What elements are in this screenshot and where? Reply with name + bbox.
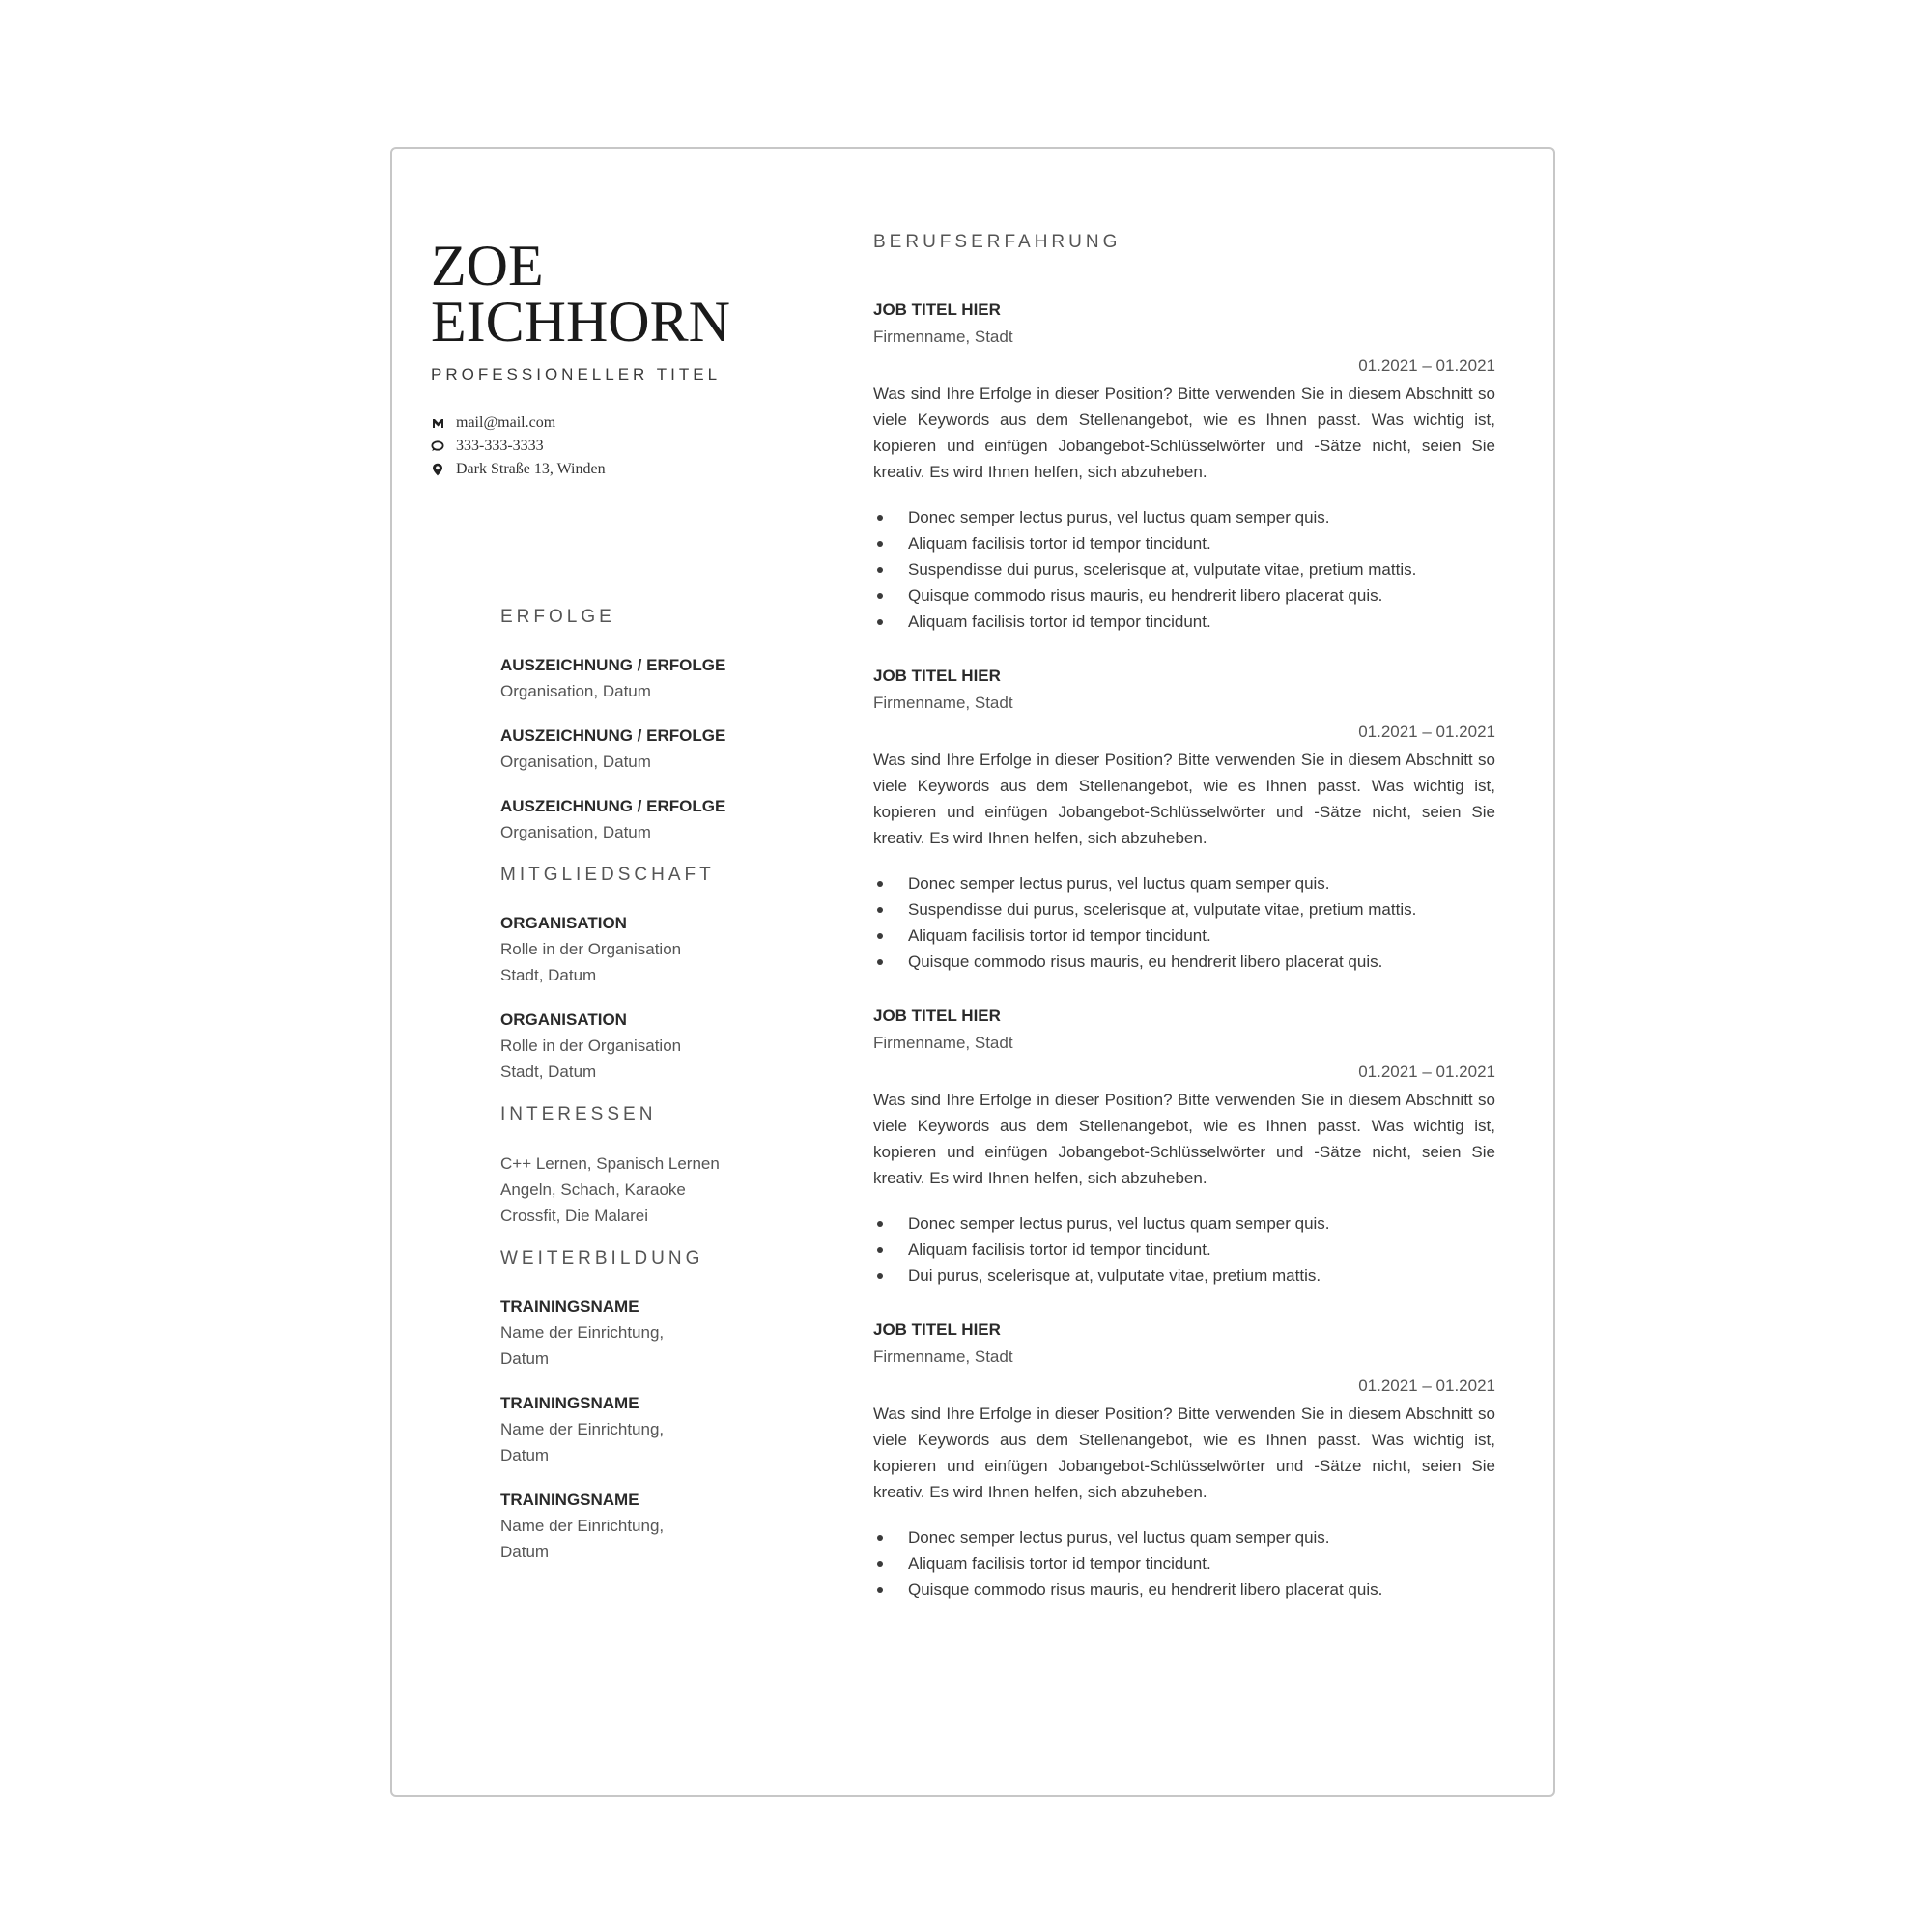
bullet-item xyxy=(873,1577,1495,1603)
job-description: Was sind Ihre Erfolge in dieser Position? Bitte verwenden Sie in diesem Abschnitt so viele Keywords aus dem Stellenangebot, wie es Ihnen passt. Was wichtig ist, kopieren und einfügen Jobangebot-Schlüsselwörter und -Sätze nicht, seien Sie kreativ. Es wird Ihnen helfen, sich abzuheben. xyxy=(873,1405,1495,1501)
membership-title: ORGANISATION xyxy=(500,914,627,932)
bullet-text: Donec semper lectus purus, vel luctus quam semper quis. xyxy=(908,1528,1330,1547)
bullet-text: Suspendisse dui purus, scelerisque at, vulputate vitae, pretium mattis. xyxy=(908,560,1417,579)
bullet-item xyxy=(873,1236,1495,1263)
bullet-text: Suspendisse dui purus, scelerisque at, vulputate vitae, pretium mattis. xyxy=(908,900,1417,919)
training-institution: Name der Einrichtung, xyxy=(500,1517,665,1535)
training-institution: Name der Einrichtung, xyxy=(500,1323,665,1342)
chat-bubble-icon xyxy=(431,440,444,453)
first-name: ZOE xyxy=(431,234,544,298)
bullet-text: Donec semper lectus purus, vel luctus quam semper quis. xyxy=(908,508,1330,526)
job-title: JOB TITEL HIER xyxy=(873,667,1001,685)
resume-page xyxy=(390,147,1555,1797)
interests-heading: INTERESSEN xyxy=(500,1104,657,1124)
achievement-title: AUSZEICHNUNG / ERFOLGE xyxy=(500,656,726,674)
interests-list xyxy=(500,1151,790,1229)
bullet-item xyxy=(873,1210,1495,1236)
job-entry xyxy=(873,1318,1495,1603)
job-title: JOB TITEL HIER xyxy=(873,1007,1001,1025)
bullet-dot xyxy=(877,1273,883,1279)
training-title: TRAININGSNAME xyxy=(500,1394,639,1412)
achievement-title: AUSZEICHNUNG / ERFOLGE xyxy=(500,797,726,815)
contact-block xyxy=(431,412,606,481)
training-institution: Name der Einrichtung, xyxy=(500,1420,665,1438)
email-text: mail@mail.com xyxy=(456,414,556,431)
job-bullets xyxy=(873,870,1495,975)
bullet-dot xyxy=(877,1561,883,1567)
phone-text: 333-333-3333 xyxy=(456,438,544,454)
achievement-org: Organisation, Datum xyxy=(500,823,651,841)
job-date: 01.2021 – 01.2021 xyxy=(1358,1063,1495,1081)
bullet-dot xyxy=(877,959,883,965)
bullet-dot xyxy=(877,593,883,599)
contact-address xyxy=(431,458,606,481)
interest-line: Crossfit, Die Malarei xyxy=(500,1207,649,1225)
bullet-item xyxy=(873,923,1495,949)
bullet-dot xyxy=(877,933,883,939)
interest-line: C++ Lernen, Spanisch Lernen xyxy=(500,1154,720,1173)
bullet-text: Aliquam facilisis tortor id tempor tincidunt. xyxy=(908,926,1211,945)
bullet-item xyxy=(873,949,1495,975)
bullet-item xyxy=(873,530,1495,556)
achievement-item xyxy=(500,794,790,845)
contact-email xyxy=(431,412,606,435)
membership-item xyxy=(500,911,790,988)
achievement-org: Organisation, Datum xyxy=(500,682,651,700)
achievement-title: AUSZEICHNUNG / ERFOLGE xyxy=(500,726,726,745)
membership-item xyxy=(500,1008,790,1085)
membership-title: ORGANISATION xyxy=(500,1010,627,1029)
bullet-text: Donec semper lectus purus, vel luctus quam semper quis. xyxy=(908,874,1330,893)
bullet-text: Aliquam facilisis tortor id tempor tincidunt. xyxy=(908,534,1211,553)
job-description: Was sind Ihre Erfolge in dieser Position? Bitte verwenden Sie in diesem Abschnitt so viele Keywords aus dem Stellenangebot, wie es Ihnen passt. Was wichtig ist, kopieren und einfügen Jobangebot-Schlüsselwörter und -Sätze nicht, seien Sie kreativ. Es wird Ihnen helfen, sich abzuheben. xyxy=(873,751,1495,847)
bullet-dot xyxy=(877,619,883,625)
achievements-heading: ERFOLGE xyxy=(500,607,615,627)
bullet-text: Aliquam facilisis tortor id tempor tincidunt. xyxy=(908,612,1211,631)
membership-role: Rolle in der Organisation xyxy=(500,940,682,958)
bullet-dot xyxy=(877,1587,883,1593)
bullet-text: Dui purus, scelerisque at, vulputate vitae, pretium mattis. xyxy=(908,1266,1321,1285)
professional-title: PROFESSIONELLER TITEL xyxy=(431,365,722,384)
training-title: TRAININGSNAME xyxy=(500,1297,639,1316)
job-entry xyxy=(873,1004,1495,1289)
location-pin-icon xyxy=(431,463,444,476)
job-bullets xyxy=(873,1524,1495,1603)
job-entry xyxy=(873,664,1495,975)
membership-role: Rolle in der Organisation xyxy=(500,1037,682,1055)
bullet-dot xyxy=(877,1247,883,1253)
membership-heading: MITGLIEDSCHAFT xyxy=(500,865,715,885)
interest-line: Angeln, Schach, Karaoke xyxy=(500,1180,686,1199)
bullet-text: Quisque commodo risus mauris, eu hendrerit libero placerat quis. xyxy=(908,1580,1383,1599)
job-entry xyxy=(873,298,1495,635)
membership-place: Stadt, Datum xyxy=(500,966,597,984)
mail-icon xyxy=(431,416,444,430)
bullet-item xyxy=(873,896,1495,923)
bullet-dot xyxy=(877,907,883,913)
bullet-item xyxy=(873,1550,1495,1577)
bullet-item xyxy=(873,870,1495,896)
job-bullets xyxy=(873,504,1495,635)
bullet-text: Quisque commodo risus mauris, eu hendrerit libero placerat quis. xyxy=(908,952,1383,971)
bullet-text: Aliquam facilisis tortor id tempor tincidunt. xyxy=(908,1554,1211,1573)
bullet-text: Quisque commodo risus mauris, eu hendrerit libero placerat quis. xyxy=(908,586,1383,605)
experience-section xyxy=(873,232,1495,1632)
bullet-dot xyxy=(877,541,883,547)
achievement-item xyxy=(500,653,790,704)
job-date: 01.2021 – 01.2021 xyxy=(1358,1377,1495,1395)
training-date: Datum xyxy=(500,1446,550,1464)
job-company: Firmenname, Stadt xyxy=(873,1034,1013,1052)
bullet-dot xyxy=(877,515,883,521)
bullet-dot xyxy=(877,567,883,573)
job-title: JOB TITEL HIER xyxy=(873,300,1001,319)
training-item xyxy=(500,1488,790,1565)
bullet-item xyxy=(873,504,1495,530)
bullet-dot xyxy=(877,881,883,887)
bullet-text: Donec semper lectus purus, vel luctus quam semper quis. xyxy=(908,1214,1330,1233)
job-description: Was sind Ihre Erfolge in dieser Position? Bitte verwenden Sie in diesem Abschnitt so viele Keywords aus dem Stellenangebot, wie es Ihnen passt. Was wichtig ist, kopieren und einfügen Jobangebot-Schlüsselwörter und -Sätze nicht, seien Sie kreativ. Es wird Ihnen helfen, sich abzuheben. xyxy=(873,384,1495,481)
bullet-item xyxy=(873,1524,1495,1550)
training-item xyxy=(500,1294,790,1372)
bullet-dot xyxy=(877,1221,883,1227)
address-text: Dark Straße 13, Winden xyxy=(456,461,606,477)
training-item xyxy=(500,1391,790,1468)
job-company: Firmenname, Stadt xyxy=(873,694,1013,712)
achievement-org: Organisation, Datum xyxy=(500,753,651,771)
job-title: JOB TITEL HIER xyxy=(873,1321,1001,1339)
training-date: Datum xyxy=(500,1543,550,1561)
job-date: 01.2021 – 01.2021 xyxy=(1358,723,1495,741)
membership-place: Stadt, Datum xyxy=(500,1063,597,1081)
job-company: Firmenname, Stadt xyxy=(873,1348,1013,1366)
training-heading: WEITERBILDUNG xyxy=(500,1248,704,1268)
last-name: EICHHORN xyxy=(431,290,730,354)
experience-heading: BERUFSERFAHRUNG xyxy=(873,232,1122,252)
bullet-item xyxy=(873,609,1495,635)
bullet-item xyxy=(873,556,1495,582)
bullet-item xyxy=(873,582,1495,609)
bullet-dot xyxy=(877,1535,883,1541)
job-company: Firmenname, Stadt xyxy=(873,327,1013,346)
sidebar-sections xyxy=(500,607,790,1584)
bullet-item xyxy=(873,1263,1495,1289)
candidate-name xyxy=(431,234,730,354)
contact-phone xyxy=(431,435,606,458)
achievement-item xyxy=(500,724,790,775)
job-bullets xyxy=(873,1210,1495,1289)
training-date: Datum xyxy=(500,1350,550,1368)
training-title: TRAININGSNAME xyxy=(500,1491,639,1509)
job-date: 01.2021 – 01.2021 xyxy=(1358,356,1495,375)
bullet-text: Aliquam facilisis tortor id tempor tincidunt. xyxy=(908,1240,1211,1259)
job-description: Was sind Ihre Erfolge in dieser Position? Bitte verwenden Sie in diesem Abschnitt so viele Keywords aus dem Stellenangebot, wie es Ihnen passt. Was wichtig ist, kopieren und einfügen Jobangebot-Schlüsselwörter und -Sätze nicht, seien Sie kreativ. Es wird Ihnen helfen, sich abzuheben. xyxy=(873,1091,1495,1187)
